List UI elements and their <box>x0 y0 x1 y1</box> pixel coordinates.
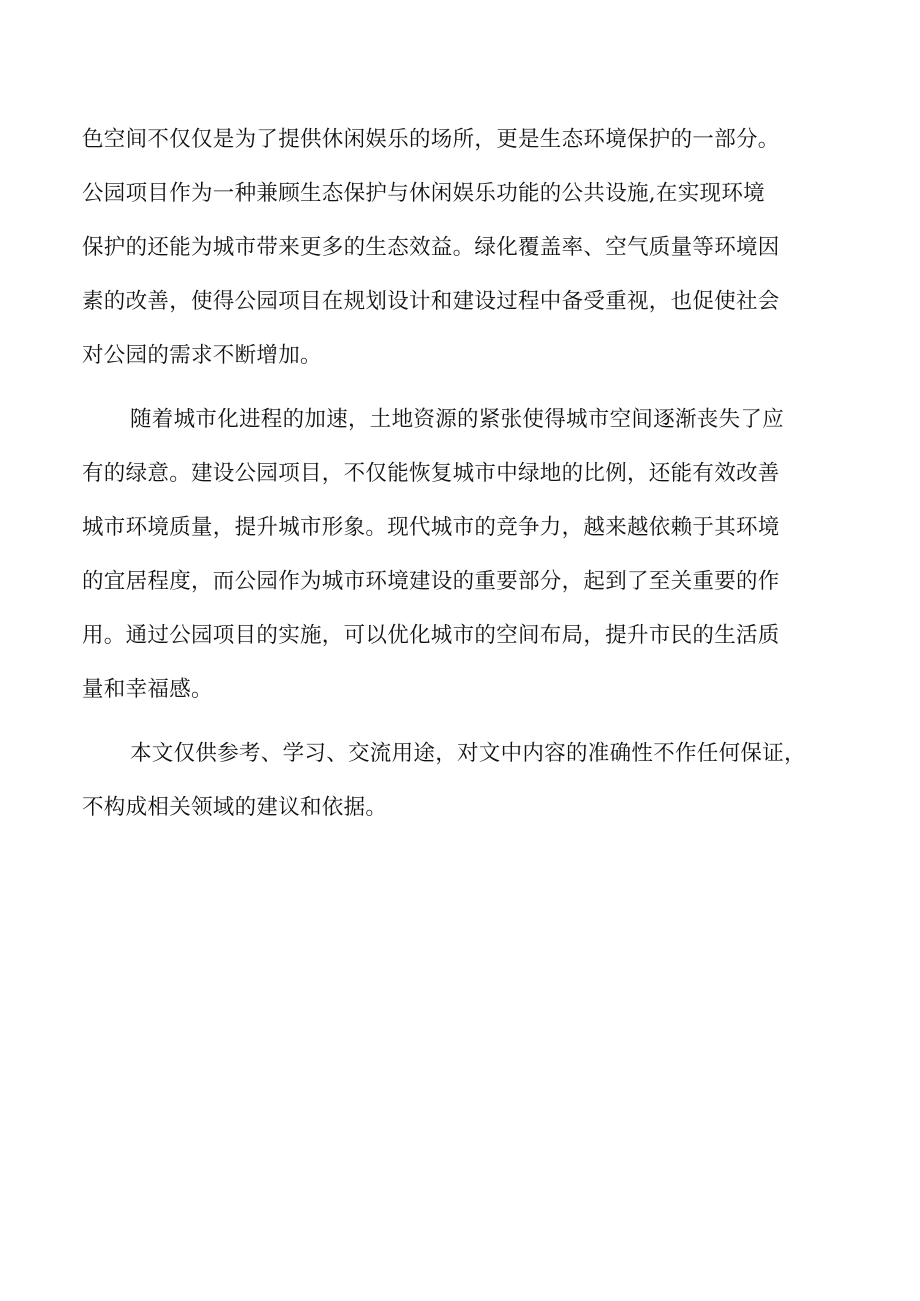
paragraph-line: 用。通过公园项目的实施，可以优化城市的空间布局，提升市民的生活质 <box>82 623 780 648</box>
paragraph-line: 量和幸福感。 <box>82 677 213 702</box>
paragraph-line: 公园项目作为一种兼顾生态保护与休闲娱乐功能的公共设施,在实现环境 <box>82 181 765 206</box>
paragraph-line: 随着城市化进程的加速，土地资源的紧张使得城市空间逐渐丧失了应 <box>130 407 785 432</box>
paragraph-line: 对公园的需求不断增加。 <box>82 343 322 368</box>
paragraph-line: 有的绿意。建设公园项目，不仅能恢复城市中绿地的比例，还能有效改善 <box>82 461 780 486</box>
paragraph-line: 城市环境质量，提升城市形象。现代城市的竞争力，越来越依赖于其环境 <box>82 515 780 540</box>
paragraph-line: 本文仅供参考、学习、交流用途，对文中内容的准确性不作任何保证， <box>130 741 806 766</box>
paragraph-line: 的宜居程度，而公园作为城市环境建设的重要部分，起到了至关重要的作 <box>82 569 780 594</box>
paragraph-line: 素的改善，使得公园项目在规划设计和建设过程中备受重视，也促使社会 <box>82 289 780 314</box>
paragraph-line: 不构成相关领域的建议和依据。 <box>82 795 388 820</box>
paragraph-line: 保护的还能为城市带来更多的生态效益。绿化覆盖率、空气质量等环境因 <box>82 235 780 260</box>
paragraph-line: 色空间不仅仅是为了提供休闲娱乐的场所，更是生态环境保护的一部分。 <box>82 127 780 152</box>
